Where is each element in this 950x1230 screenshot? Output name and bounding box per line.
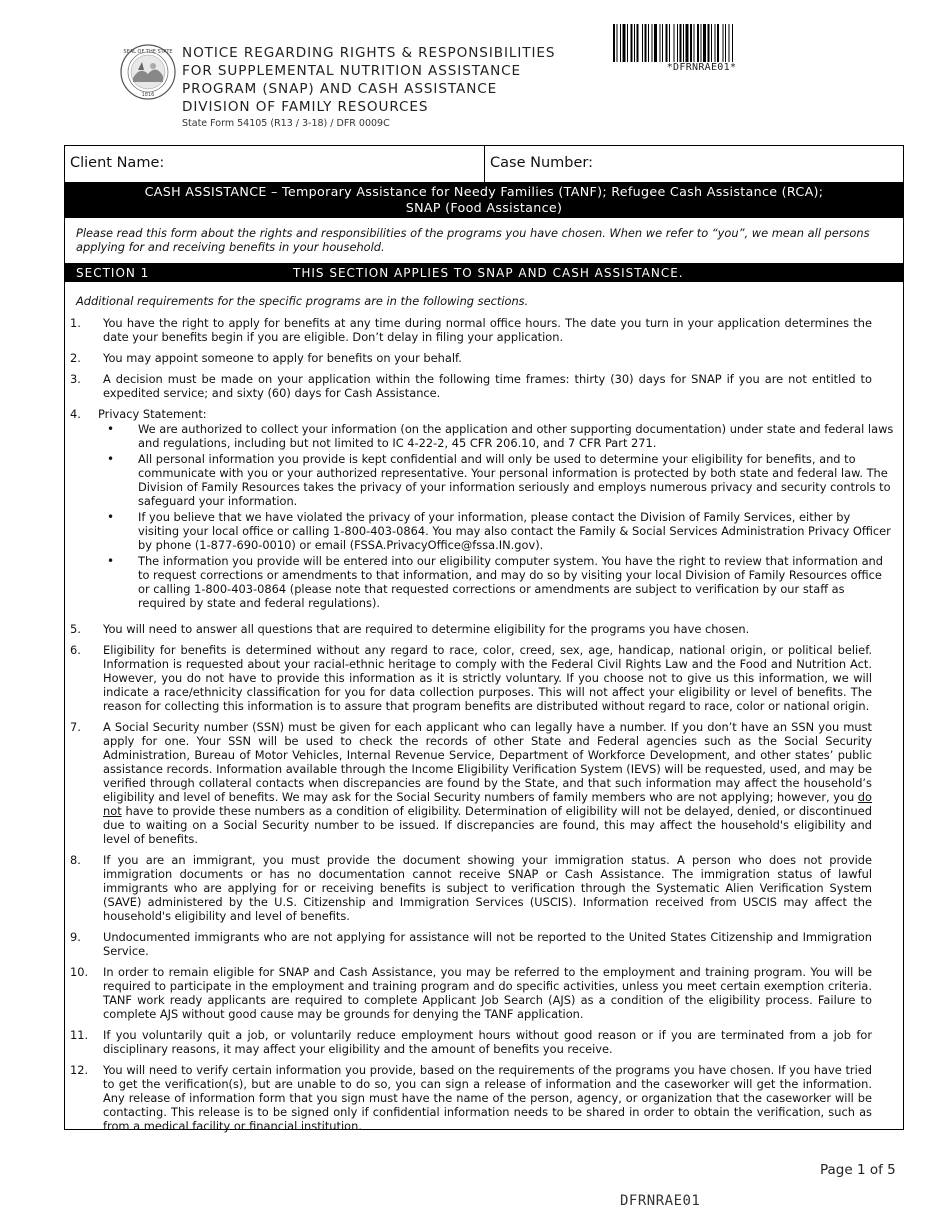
barcode-bar [701,24,702,62]
programs-banner-line-2: SNAP (Food Assistance) [405,200,563,215]
barcode-bar [642,24,643,62]
barcode-bar [711,24,712,62]
item-number: 5. [70,622,81,636]
barcode-bar [683,24,684,62]
item-number: 6. [70,643,81,657]
barcode-bar [697,24,699,62]
barcode-bar [620,24,621,62]
section-1-header [65,264,903,282]
item-text: If you are an immigrant, you must provide the document showing your immigration status. A person who does not provide immigration documents or has no documentation cannot receive SNAP or Cash Assistance. The immigration status of lawful immigrants who are applying for or receiving benefits is subject to verification through the Systematic Alien Verification System (SAVE) administered by the U.S. Citizenship and Immigration Services (USCIS). Information received from USCIS may affect the household's eligibility and level of benefits. [103,853,872,923]
barcode-bar [694,24,695,62]
section-1-items [65,316,903,1140]
barcode-bar [680,24,682,62]
additional-requirements-note: Additional requirements for the specific programs are in the following sections. [76,294,529,308]
state-seal-icon [120,44,176,100]
form-box [64,145,904,1133]
item-text-continued: have to provide these numbers as a condition of eligibility. Determination of eligibility will not be delayed, denied, or discontinued due to waiting on a Social Security number to be issued. If discrepancies are found, this may affect the household's eligibility and level of benefits. [103,804,872,846]
footer-form-code: DFRNRAE01 [620,1193,701,1209]
item-number: 9. [70,930,81,944]
form-title-block [182,44,602,129]
list-item [65,1063,903,1133]
barcode-bar [703,24,706,62]
barcode-bar [617,24,618,62]
case-number-field[interactable]: Case Number: [490,155,593,171]
item-number: 10. [70,965,89,979]
client-info-row [65,146,903,183]
form-title-line-4: DIVISION OF FAMILY RESOURCES [182,99,429,115]
barcode-bar [708,24,710,62]
barcode-bar [686,24,689,62]
barcode-bar [637,24,639,62]
barcode-bar [660,24,661,62]
barcode-bar [634,24,635,62]
privacy-statement-heading: Privacy Statement: [98,407,207,421]
programs-banner-line-1: CASH ASSISTANCE – Temporary Assistance for Needy Families (TANF); Refugee Cash Assistance (RCA); [144,184,824,199]
item-text: Eligibility for benefits is determined without any regard to race, color, creed, sex, age, handicap, national origin, or political belief. Information is requested about your racial-ethnic heritage to comply with the Federal Civil Rights Law and the Food and Nutrition Act. However, you do not have to provide this information as it is strictly voluntary. If you choose not to give us this information, we will indicate a race/ethnicity classification for you for data collection purposes. This will not affect your eligibility or level of benefits. The reason for collecting this information is to assure that program benefits are distributed without regard to race, color or national origin. [103,643,872,713]
item-number: 1. [70,316,81,330]
barcode-bar [648,24,649,62]
barcode-bar [652,24,653,62]
barcode-bar [654,24,657,62]
barcode-bar [645,24,647,62]
list-item [65,372,903,400]
item-text: You have the right to apply for benefits at any time during normal office hours. The date you turn in your application determines the date your benefits begin if you are eligible. Don’t delay in filing your application. [103,316,872,344]
list-item [65,720,903,846]
privacy-statement-item [65,407,903,610]
item-text: A decision must be made on your application within the following time frames: thirty (30) days for SNAP if you are not entitled to expedited service; and sixty (60) days for Cash Assistance. [103,372,872,400]
item-number: 3. [70,372,81,386]
list-item [65,643,903,713]
barcode-bar [623,24,626,62]
item-text: You will need to verify certain information you provide, based on the requirements of the programs you have chosen. If you have tried to get the verification(s), but are unable to do so, you can sign a release of information and the caseworker will get the information. Any release of information form that you sign must have the name of the person, agency, or organization that the caseworker will be contacting. This release is to be signed only if confidential information needs to be shared in order to obtain the verification, such as from a medical facility or financial institution. [103,1063,872,1133]
barcode-bar [666,24,668,62]
do-not-emphasis: do not [103,790,872,818]
item-number: 2. [70,351,81,365]
barcode-bar [669,24,670,62]
form-title-line-3: PROGRAM (SNAP) AND CASH ASSISTANCE [182,81,498,97]
form-title-line-1: NOTICE REGARDING RIGHTS & RESPONSIBILITIES [182,45,556,61]
list-item [65,930,903,958]
privacy-bullet: • The information you provide will be entered into our eligibility computer system. You have the right to review that information and to request corrections or amendments to that information, and may do so by visiting your local Division of Family Resources office or calling 1-800-403-0864 (please note that requested corrections or amendments are subject to verification by our staff as required by state and federal regulations). [98,554,894,610]
privacy-bullets [98,422,894,610]
privacy-bullet: • If you believe that we have violated the privacy of your information, please contact the Division of Family Services, either by visiting your local office or calling 1-800-403-0864. You may also contact the Family & Social Services Administration Privacy Officer by phone (1-877-690-0010) or email (FSSA.PrivacyOffice@fssa.IN.gov). [98,510,894,552]
barcode-text: *DFRNRAE01* [666,62,737,73]
barcode-bar [725,24,726,62]
item-text: A Social Security number (SSN) must be given for each applicant who can legally have a number. If you don’t have an SSN you must apply for one. Your SSN will be used to check the records of other State and Federal agencies such as the Social Security Administration, Bureau of Motor Vehicles, Internal Revenue Service, Department of Workforce Development, and other states’ public assistance records. Information available through the Income Eligibility Verification System (IEVS) will be requested, used, and may be verified through collateral contacts when discrepancies are found by the State, and that such information may affect the household’s eligibility and level of benefits. We may ask for the Social Security numbers of family members who are not applying; however, you [103,720,872,804]
barcode-bar [723,24,724,62]
barcode-image [613,24,790,62]
list-item [65,316,903,344]
item-text: Undocumented immigrants who are not applying for assistance will not be reported to the United States Citizenship and Immigration Service. [103,930,872,958]
barcode-bar [729,24,730,62]
svg-text:1816: 1816 [141,92,155,98]
barcode-bar [613,24,615,62]
item-text: You will need to answer all questions that are required to determine eligibility for the programs you have chosen. [103,622,750,636]
item-number: 11. [70,1028,89,1042]
barcode-bar [715,24,716,62]
client-name-field[interactable]: Client Name: [65,146,485,182]
privacy-bullet: • We are authorized to collect your information (on the application and other supporting documentation) under state and federal laws and regulations, including but not limited to IC 4-22-2, 45 CFR 206.10, and 7 CFR Part 271. [98,422,894,450]
item-text: In order to remain eligible for SNAP and Cash Assistance, you may be referred to the employment and training program. You will be required to participate in the employment and training program and do specific activities, unless you meet certain exemption criteria. TANF work ready applicants are required to complete Applicant Job Search (AJS) as a condition of the eligibility process. Failure to complete AJS without good cause may be grounds for denying the TANF application. [103,965,872,1021]
list-item [65,853,903,923]
list-item [65,1028,903,1056]
item-text: You may appoint someone to apply for benefits on your behalf. [103,351,462,365]
item-text: If you voluntarily quit a job, or voluntarily reduce employment hours without good reason or if you are terminated from a job for disciplinary reasons, it may affect your eligibility and the amount of benefits you receive. [103,1028,872,1056]
barcode-bar [674,24,675,62]
programs-banner [65,183,903,218]
section-1-title: THIS SECTION APPLIES TO SNAP AND CASH ASSISTANCE. [293,266,684,280]
barcode-bar [677,24,678,62]
list-item [65,622,903,636]
form-number: State Form 54105 (R13 / 3-18) / DFR 0009C [182,118,390,129]
item-number: 8. [70,853,81,867]
privacy-bullet: • All personal information you provide is kept confidential and will only be used to determine your eligibility for benefits, and to communicate with you or your authorized representative. Your personal information is protected by both state and federal law. The Division of Family Resources takes the privacy of your information seriously and employs numerous privacy and security controls to safeguard your information. [98,452,894,508]
barcode-bar [662,24,663,62]
barcode-bar [631,24,633,62]
barcode-bar [717,24,719,62]
section-1-label: SECTION 1 [76,266,150,280]
form-title-line-2: FOR SUPPLEMENTAL NUTRITION ASSISTANCE [182,63,522,79]
barcode-bar [732,24,733,62]
intro-text: Please read this form about the rights and responsibilities of the programs you have chosen. When we refer to “you”, we mean all persons applying for and receiving benefits in your household. [65,218,903,264]
list-item [65,965,903,1021]
item-number: 4. [70,407,81,421]
svg-text:SEAL OF THE STATE: SEAL OF THE STATE [123,49,173,55]
barcode-bar [627,24,628,62]
item-number: 7. [70,720,81,734]
item-number: 12. [70,1063,89,1077]
list-item [65,351,903,365]
page-number: Page 1 of 5 [820,1162,896,1178]
barcode-bar [690,24,692,62]
